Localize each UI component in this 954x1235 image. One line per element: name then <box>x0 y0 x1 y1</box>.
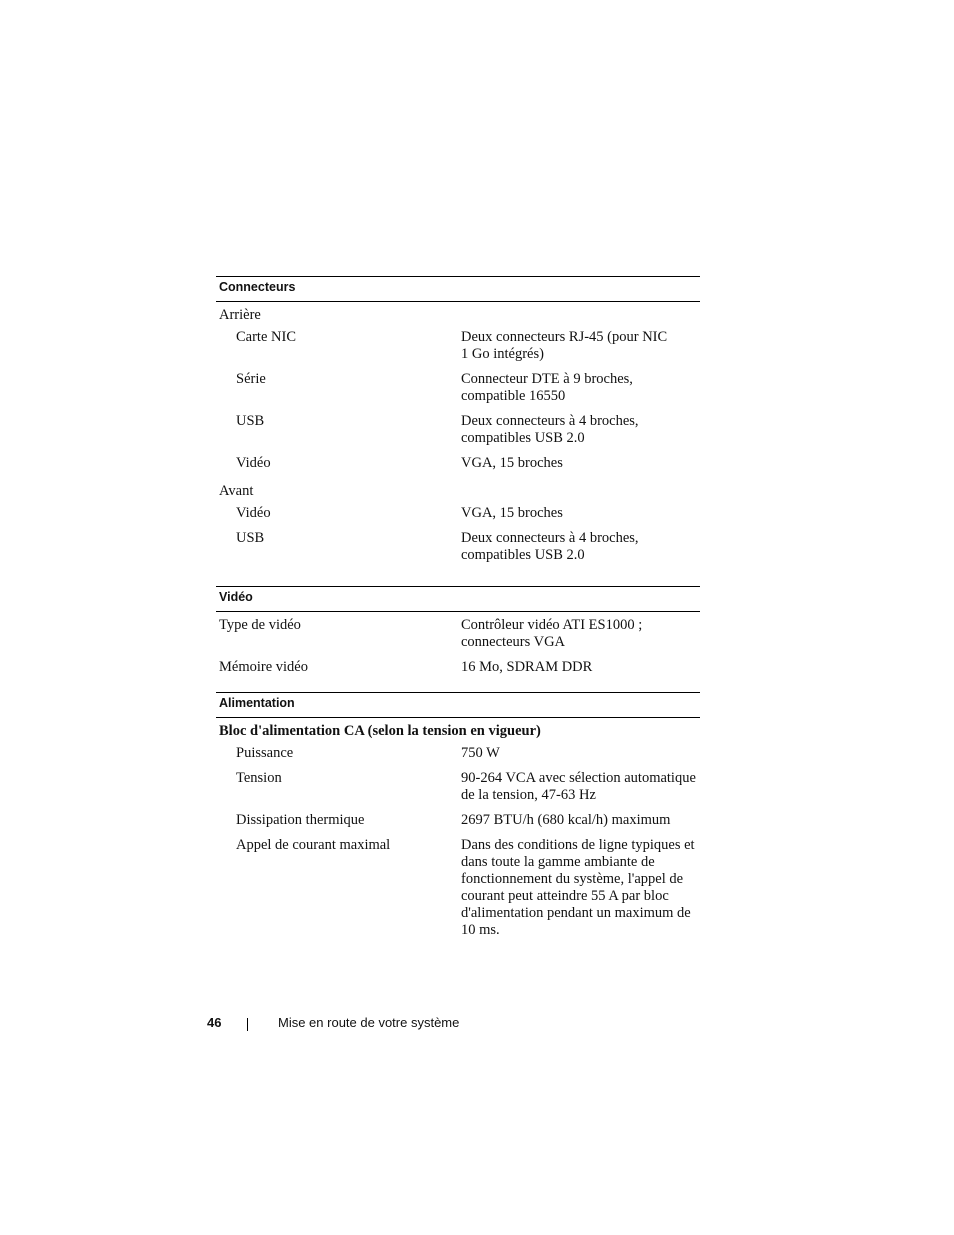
spec-label: Appel de courant maximal <box>236 837 391 853</box>
spec-row <box>216 455 700 480</box>
spec-value: 90-264 VCA avec sélection automatique de la tension, 47-63 Hz <box>461 770 696 803</box>
spec-value: Deux connecteurs à 4 broches, compatibles USB 2.0 <box>461 413 639 446</box>
section-header: Vidéo <box>216 586 700 612</box>
spec-value: 750 W <box>461 745 500 761</box>
spec-label: Dissipation thermique <box>236 812 365 828</box>
spec-table <box>216 276 700 945</box>
subsection-heading-arriere: Arrière <box>219 307 261 323</box>
section-alimentation <box>216 692 700 945</box>
spec-label: Mémoire vidéo <box>219 659 308 675</box>
page-number: 46 <box>207 1015 222 1030</box>
section-video <box>216 586 700 682</box>
spec-label: USB <box>236 413 265 429</box>
spec-row <box>216 812 700 837</box>
spec-label: Tension <box>236 770 282 786</box>
spec-label: Série <box>236 371 266 387</box>
spec-row <box>216 413 700 455</box>
footer-separator <box>247 1018 248 1031</box>
spec-value: Connecteur DTE à 9 broches, compatible 16550 <box>461 371 633 404</box>
spec-label: Puissance <box>236 745 294 761</box>
subsection-heading-bloc-alimentation: Bloc d'alimentation CA (selon la tension en vigueur) <box>219 723 541 739</box>
spec-row <box>216 745 700 770</box>
spec-label: Type de vidéo <box>219 617 301 633</box>
spec-row <box>216 530 700 570</box>
spec-row <box>216 371 700 413</box>
spec-label: Vidéo <box>236 455 271 471</box>
spec-row <box>216 505 700 530</box>
spec-value: Deux connecteurs à 4 broches, compatibles USB 2.0 <box>461 530 639 563</box>
spec-value: 2697 BTU/h (680 kcal/h) maximum <box>461 812 671 828</box>
spec-value: VGA, 15 broches <box>461 455 563 471</box>
spec-value: 16 Mo, SDRAM DDR <box>461 659 593 675</box>
footer-title: Mise en route de votre système <box>278 1015 460 1030</box>
spec-value: VGA, 15 broches <box>461 505 563 521</box>
spec-label: USB <box>236 530 265 546</box>
section-connecteurs <box>216 276 700 570</box>
spec-row <box>216 837 700 945</box>
subsection-heading-avant: Avant <box>219 483 254 499</box>
section-header: Connecteurs <box>216 276 700 302</box>
spec-value: Contrôleur vidéo ATI ES1000 ; connecteurs VGA <box>461 617 643 650</box>
spec-label: Vidéo <box>236 505 271 521</box>
spec-row <box>216 770 700 812</box>
spec-row <box>216 329 700 371</box>
spec-label: Carte NIC <box>236 329 296 345</box>
spec-value: Dans des conditions de ligne typiques et dans toute la gamme ambiante de fonctionnement du système, l'appel de courant peut atteindre 55 A par bloc d'alimentation pendant un maximum de 10 ms. <box>461 837 695 938</box>
section-header: Alimentation <box>216 692 700 718</box>
spec-value: Deux connecteurs RJ-45 (pour NIC 1 Go intégrés) <box>461 329 668 362</box>
spec-row <box>216 659 700 682</box>
spec-row <box>216 617 700 659</box>
